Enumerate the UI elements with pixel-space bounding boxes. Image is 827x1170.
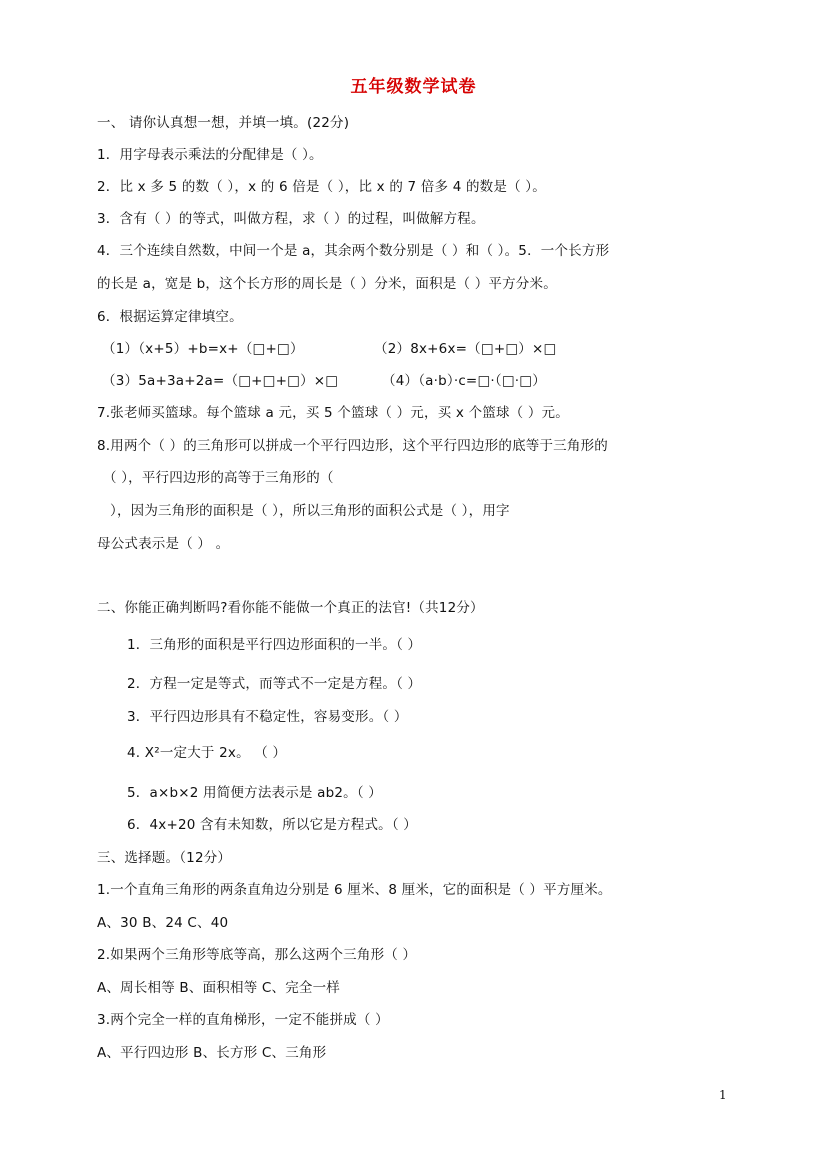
judge-item-6: 6．4x+20 含有未知数，所以它是方程式。（ ）: [127, 817, 417, 833]
question-1-8-line2: （ ），平行四边形的高等于三角形的（: [103, 470, 334, 486]
judge-item-1: 1．三角形的面积是平行四边形面积的一半。（ ）: [127, 637, 422, 653]
question-1-4-line1: 4．三个连续自然数，中间一个是 a，其余两个数分别是（ ）和（ ）。5．一个长方形: [97, 243, 610, 259]
page-number: 1: [719, 1088, 727, 1102]
section3-heading: 三、选择题。（12分）: [97, 850, 232, 866]
exam-title: 五年级数学试卷: [350, 77, 477, 97]
question-1-6-part2: （2）8x+6x=（□+□）×□: [374, 341, 557, 357]
choice-question-3: 3.两个完全一样的直角梯形，一定不能拼成（ ）: [97, 1012, 389, 1028]
choice-question-2-options: A、周长相等 B、面积相等 C、完全一样: [97, 980, 341, 996]
judge-item-5: 5．a×b×2 用简便方法表示是 ab2。（ ）: [127, 785, 382, 801]
judge-item-2: 2．方程一定是等式，而等式不一定是方程。（ ）: [127, 676, 422, 692]
choice-question-1: 1.一个直角三角形的两条直角边分别是 6 厘米、8 厘米，它的面积是（ ）平方厘米。: [97, 882, 612, 898]
question-1-4-line2: 的长是 a，宽是 b，这个长方形的周长是（ ）分米，面积是（ ）平方分米。: [97, 276, 557, 292]
question-1-2: 2．比 x 多 5 的数（ ），x 的 6 倍是（ ），比 x 的 7 倍多 4 的数是（ ）。: [97, 179, 546, 195]
question-1-8-line1: 8.用两个（ ）的三角形可以拼成一个平行四边形，这个平行四边形的底等于三角形的: [97, 438, 608, 454]
question-1-3: 3．含有（ ）的等式，叫做方程，求（ ）的过程，叫做解方程。: [97, 211, 485, 227]
question-1-8-line3: ），因为三角形的面积是（ ），所以三角形的面积公式是（ ），用字: [110, 503, 510, 519]
question-1-7: 7.张老师买篮球。每个篮球 a 元，买 5 个篮球（ ）元，买 x 个篮球（ ）元。: [97, 405, 569, 421]
section1-heading: 一、 请你认真想一想，并填一填。(22分): [97, 115, 350, 131]
choice-question-3-options: A、平行四边形 B、长方形 C、三角形: [97, 1045, 327, 1061]
question-1-8-line4: 母公式表示是（ ） 。: [97, 536, 230, 552]
judge-item-3: 3．平行四边形具有不稳定性，容易变形。（ ）: [127, 709, 408, 725]
question-1-6-part4: （4）（a·b）·c=□·（□·□）: [382, 373, 546, 389]
question-1-6-part1: （1）（x+5）+b=x+（□+□）: [102, 341, 304, 357]
question-1-1: 1．用字母表示乘法的分配律是（ ）。: [97, 147, 323, 163]
section2-heading: 二、你能正确判断吗?看你能不能做一个真正的法官!（共12分）: [97, 600, 484, 616]
question-1-6-part3: （3）5a+3a+2a=（□+□+□）×□: [102, 373, 339, 389]
question-1-6: 6．根据运算定律填空。: [97, 309, 243, 325]
choice-question-1-options: A、30 B、24 C、40: [97, 915, 229, 931]
choice-question-2: 2.如果两个三角形等底等高，那么这两个三角形（ ）: [97, 947, 417, 963]
judge-item-4: 4. X²一定大于 2x。 （ ）: [127, 745, 287, 761]
